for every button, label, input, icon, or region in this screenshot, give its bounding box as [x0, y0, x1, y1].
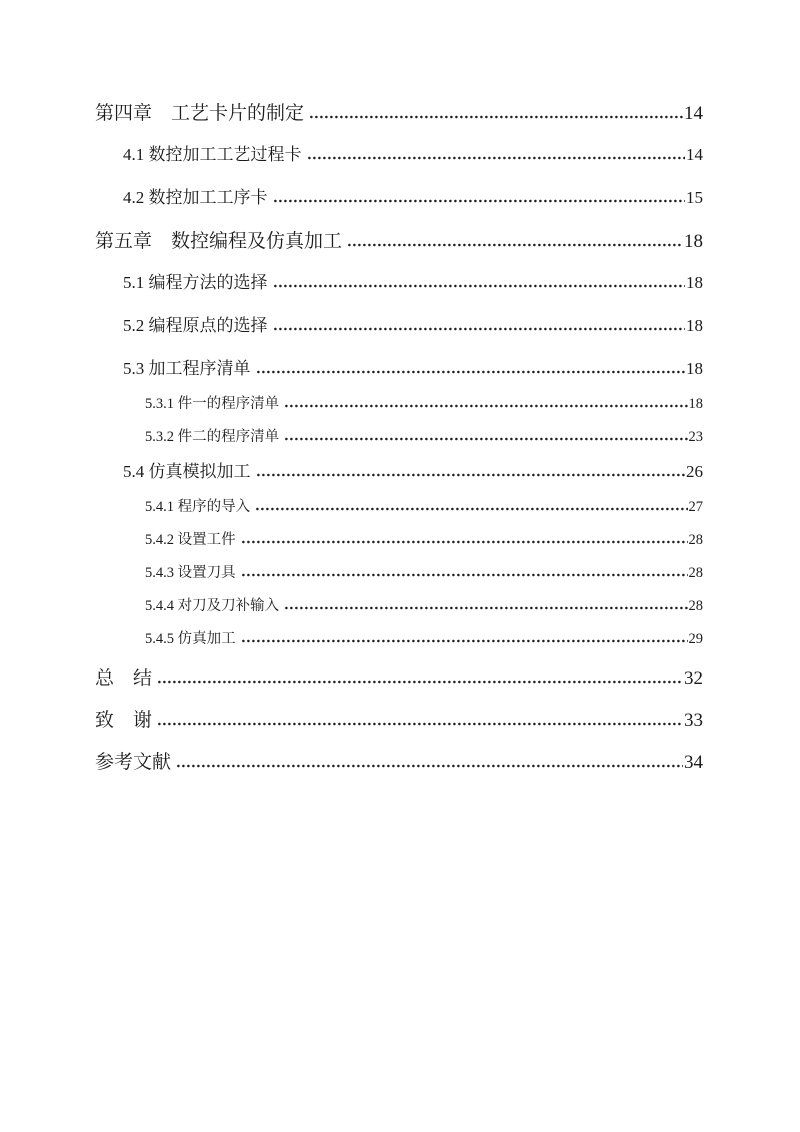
toc-entry-label: 5.3.1 件一的程序清单	[145, 396, 280, 412]
toc-entry-page: 18	[686, 273, 703, 292]
toc-entry-label: 参考文献	[95, 752, 172, 773]
toc-entry-page: 23	[688, 429, 703, 445]
toc-entry-label: 4.2 数控加工工序卡	[123, 188, 268, 207]
toc-entry-label: 5.4.5 仿真加工	[145, 631, 236, 647]
dot-leader	[310, 115, 683, 119]
dot-leader	[158, 680, 683, 684]
toc-entry-label: 5.4.4 对刀及刀补输入	[145, 598, 280, 614]
toc-entry-page: 26	[686, 462, 703, 481]
toc-entry	[145, 394, 703, 414]
toc-entry	[123, 460, 703, 484]
toc-entry-label: 总 结	[95, 668, 153, 689]
toc-entry-page: 32	[684, 668, 703, 689]
dot-leader	[257, 370, 686, 374]
toc-entry	[145, 596, 703, 616]
dot-leader	[242, 639, 688, 643]
toc-entry	[123, 186, 703, 210]
toc-entry-page: 28	[688, 565, 703, 581]
toc-entry-page: 18	[688, 396, 703, 412]
dot-leader	[348, 243, 683, 247]
dot-leader	[285, 606, 687, 610]
toc-entry-label: 5.3 加工程序清单	[123, 359, 251, 378]
dot-leader	[274, 284, 686, 288]
dot-leader	[177, 764, 683, 768]
toc-entry	[95, 101, 703, 127]
toc-entry	[145, 427, 703, 447]
dot-leader	[285, 437, 687, 441]
toc-entry-page: 18	[686, 359, 703, 378]
toc-entry-page: 33	[684, 710, 703, 731]
toc-entry-label: 4.1 数控加工工艺过程卡	[123, 145, 302, 164]
toc-entry	[95, 708, 703, 734]
dot-leader	[285, 404, 687, 408]
toc-entry-label: 5.4.1 程序的导入	[145, 499, 251, 515]
toc-entry	[123, 357, 703, 381]
toc-entry-label: 5.3.2 件二的程序清单	[145, 429, 280, 445]
toc-entry-label: 5.4.3 设置刀具	[145, 565, 236, 581]
toc-entry-label: 第五章 数控编程及仿真加工	[95, 231, 343, 252]
toc-entry	[95, 666, 703, 692]
toc-entry	[123, 314, 703, 338]
dot-leader	[257, 473, 686, 477]
dot-leader	[256, 507, 687, 511]
toc-entry	[145, 530, 703, 550]
dot-leader	[158, 722, 683, 726]
toc-entry	[145, 497, 703, 517]
toc-entry	[123, 271, 703, 295]
toc-entry-label: 5.4.2 设置工件	[145, 532, 236, 548]
toc-entry-label: 5.4 仿真模拟加工	[123, 462, 251, 481]
dot-leader	[308, 156, 686, 160]
toc-entry-label: 5.2 编程原点的选择	[123, 316, 268, 335]
toc-entry-page: 14	[686, 145, 703, 164]
toc-entry-page: 15	[686, 188, 703, 207]
dot-leader	[274, 327, 686, 331]
toc-entry	[145, 629, 703, 649]
toc-entry-page: 28	[688, 598, 703, 614]
dot-leader	[274, 199, 686, 203]
dot-leader	[242, 573, 688, 577]
toc-entry-label: 第四章 工艺卡片的制定	[95, 103, 305, 124]
toc-entry-label: 5.1 编程方法的选择	[123, 273, 268, 292]
toc-entry-page: 14	[684, 103, 703, 124]
toc-entry	[95, 750, 703, 776]
toc-entry-page: 28	[688, 532, 703, 548]
toc-entry-label: 致 谢	[95, 710, 153, 731]
toc-entry	[95, 229, 703, 255]
toc-entry	[123, 143, 703, 167]
toc-entry-page: 29	[688, 631, 703, 647]
toc-entry-page: 27	[688, 499, 703, 515]
toc-entry-page: 18	[684, 231, 703, 252]
toc-entry	[145, 563, 703, 583]
dot-leader	[242, 540, 688, 544]
toc-entry-page: 34	[684, 752, 703, 773]
toc-entry-page: 18	[686, 316, 703, 335]
